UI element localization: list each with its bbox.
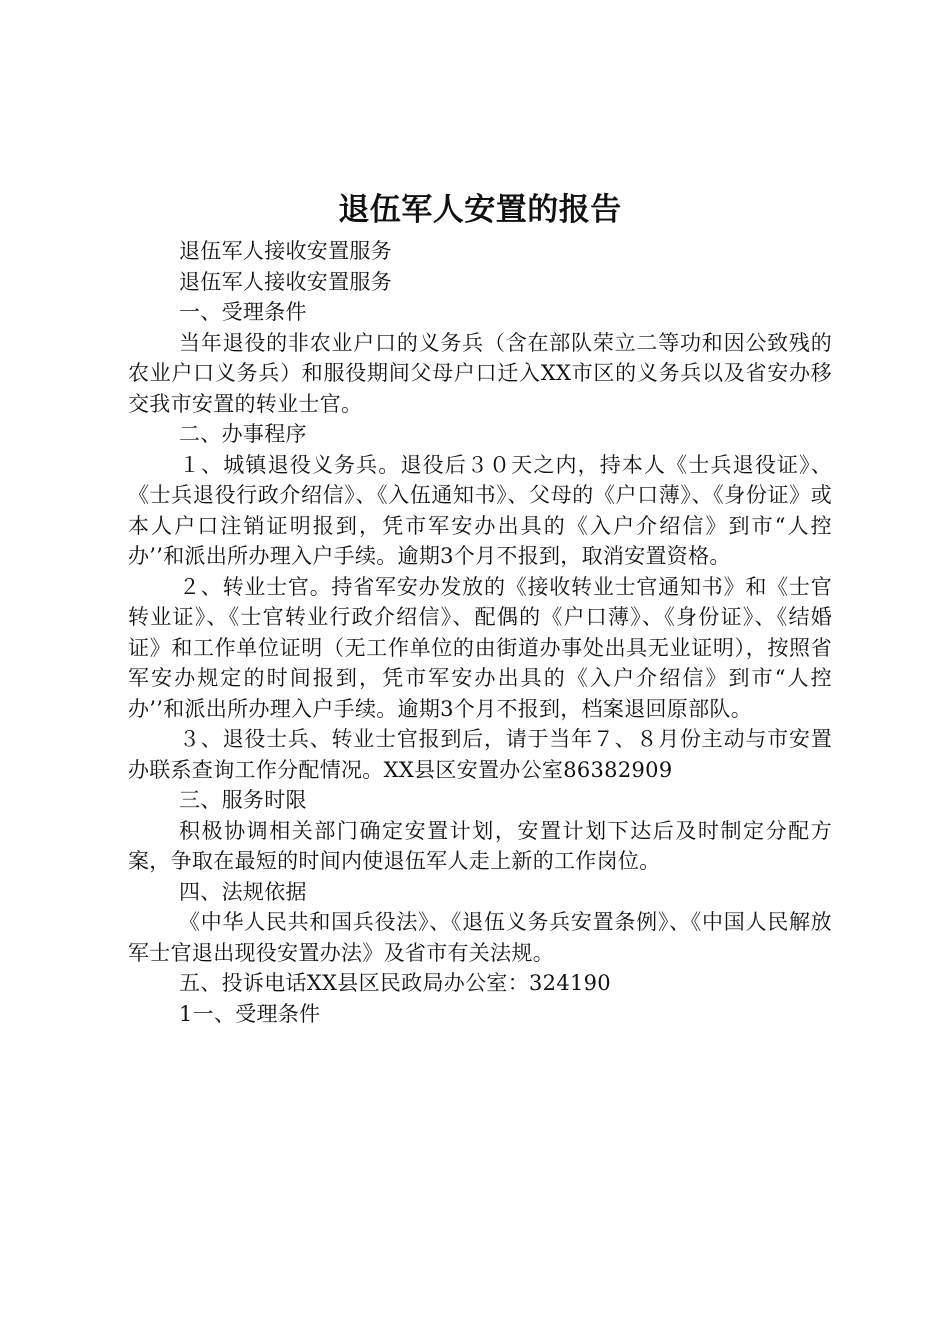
- section-heading-time-limit: 三、服务时限: [179, 788, 307, 812]
- section-heading-acceptance: 一、受理条件: [179, 300, 307, 324]
- paragraph-subtitle-1: 退伍军人接收安置服务: [179, 239, 392, 263]
- paragraph-complaint-phone: 五、投诉电话XX县区民政局办公室：324190: [179, 971, 611, 995]
- paragraph-legal-basis: 《中华人民共和国兵役法》、《退伍义务兵安置条例》、《中国人民解放军士官退出现役安置办法》及省市有关法规。: [128, 910, 832, 965]
- document-page: [128, 188, 832, 1029]
- paragraph-procedure-3: ３、退役士兵、转业士官报到后，请于当年７、８月份主动与市安置办联系查询工作分配情况。XX县区安置办公室86382909: [128, 727, 832, 782]
- section-heading-legal-basis: 四、法规依据: [179, 879, 307, 904]
- paragraph-procedure-2: ２、转业士官。持省军安办发放的《接收转业士官通知书》和《士官转业证》、《士官转业行政介绍信》、配偶的《户口薄》、《身份证》、《结婚证》和工作单位证明（无工作单位的由街道办事处出具无业证明），按照省军安办规定的时间报到，凭市军安办出具的《入户介绍信》到市“人控办’’和派出所办理入户手续。逾期3个月不报到，档案退回原部队。: [128, 574, 832, 721]
- section-heading-acceptance-repeat: 1一、受理条件: [179, 1001, 321, 1026]
- paragraph-time-limit: 积极协调相关部门确定安置计划，安置计划下达后及时制定分配方案，争取在最短的时间内使退伍军人走上新的工作岗位。: [128, 818, 832, 873]
- paragraph-acceptance-conditions: 当年退役的非农业户口的义务兵（含在部队荣立二等功和因公致残的农业户口义务兵）和服役期间父母户口迁入XX市区的义务兵以及省安办移交我市安置的转业士官。: [128, 330, 832, 416]
- paragraph-subtitle-2: 退伍军人接收安置服务: [179, 269, 392, 294]
- paragraph-procedure-1: １、城镇退役义务兵。退役后３０天之内，持本人《士兵退役证》、《士兵退役行政介绍信》、《入伍通知书》、父母的《户口薄》、《身份证》或本人户口注销证明报到，凭市军安办出具的《入户介绍信》到市“人控办’’和派出所办理入户手续。逾期3个月不报到，取消安置资格。: [128, 452, 832, 568]
- section-heading-procedure: 二、办事程序: [179, 422, 307, 446]
- document-title: 退伍军人安置的报告: [338, 192, 622, 228]
